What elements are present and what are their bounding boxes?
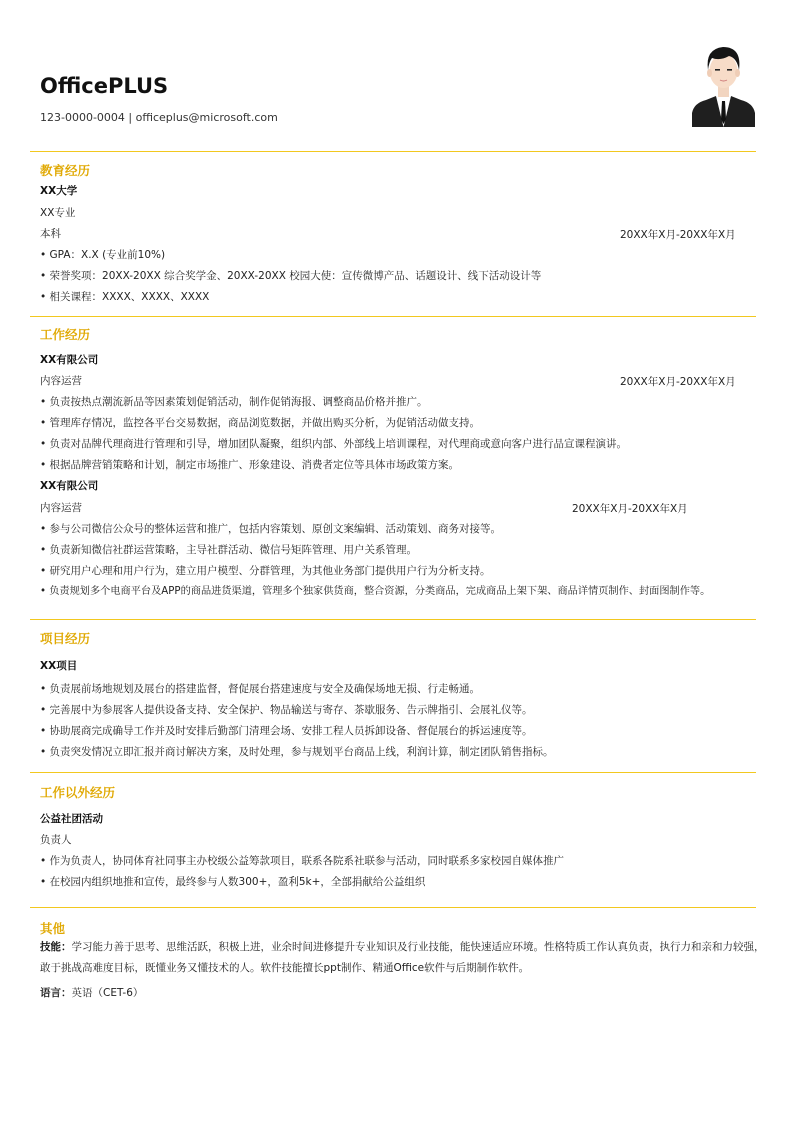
skills-paragraph — [40, 937, 765, 979]
list-item: • 在校园内组织地推和宣传，最终参与人数300+，盈利5k+，全部捐献给公益组织 — [40, 876, 426, 888]
list-item: • 管理库存情况，监控各平台交易数据，商品浏览数据，并做出购买分析，为促销活动做支持。 — [40, 417, 481, 429]
divider — [30, 316, 756, 317]
list-item: • 根据品牌营销策略和计划，制定市场推广、形象建设、消费者定位等具体市场政策方案。 — [40, 459, 460, 471]
divider — [30, 619, 756, 620]
section-title-extra: 工作以外经历 — [40, 785, 116, 800]
org-role: 负责人 — [40, 834, 72, 846]
section-title-other: 其他 — [40, 921, 66, 936]
list-item: • 完善展中为参展客人提供设备支持、安全保护、物品输送与寄存、茶歇服务、告示牌指引、会展礼仪等。 — [40, 704, 533, 716]
skills-text: 学习能力善于思考、思维活跃，积极上进，业余时间进修提升专业知识及行业技能，能快速适应环境。性格特质工作认真负责，执行力和亲和力较强，敢于挑战高难度目标，既懂业务又懂技术的人。软件技能擅长ppt制作、精通Office软件与后期制作软件。 — [40, 941, 765, 974]
resume-name: OfficePLUS — [40, 74, 169, 98]
list-item: • 负责规划多个电商平台及APP的商品进货渠道，管理多个独家供货商，整合资源，分类商品，完成商品上架下架、商品详情页制作、封面图制作等。 — [40, 586, 711, 597]
divider — [30, 151, 756, 152]
list-item: • GPA：X.X (专业前10%) — [40, 249, 166, 261]
list-item: • 负责新知微信社群运营策略，主导社群活动、微信号矩阵管理、用户关系管理。 — [40, 544, 418, 556]
job-date: 20XX年X月-20XX年X月 — [620, 376, 736, 388]
company-name: XX有限公司 — [40, 354, 99, 366]
section-title-projects: 项目经历 — [40, 631, 91, 646]
list-item: • 荣誉奖项：20XX-20XX 综合奖学金、20XX-20XX 校园大使：宣传微博产品、话题设计、线下活动设计等 — [40, 270, 542, 282]
education-date: 20XX年X月-20XX年X月 — [620, 229, 736, 241]
list-item: • 参与公司微信公众号的整体运营和推广，包括内容策划、原创文案编辑、活动策划、商务对接等。 — [40, 523, 502, 535]
section-title-education: 教育经历 — [40, 163, 91, 178]
skills-label: 技能： — [40, 941, 72, 953]
org-name: 公益社团活动 — [40, 813, 103, 825]
divider — [30, 907, 756, 908]
job-date: 20XX年X月-20XX年X月 — [572, 503, 688, 515]
company-name: XX有限公司 — [40, 480, 99, 492]
language-label: 语言： — [40, 987, 72, 999]
project-name: XX项目 — [40, 660, 78, 672]
school-name: XX大学 — [40, 185, 78, 197]
language-line — [40, 986, 143, 1000]
major: XX专业 — [40, 207, 76, 219]
list-item: • 负责展前场地规划及展台的搭建监督，督促展台搭建速度与安全及确保场地无损、行走畅通。 — [40, 683, 481, 695]
degree: 本科 — [40, 228, 61, 240]
section-title-work: 工作经历 — [40, 327, 91, 342]
list-item: • 负责对品牌代理商进行管理和引导，增加团队凝聚，组织内部、外部线上培训课程，对代理商或意向客户进行品宣课程演讲。 — [40, 438, 628, 450]
list-item: • 相关课程：XXXX、XXXX、XXXX — [40, 291, 210, 303]
job-role: 内容运营 — [40, 375, 82, 387]
divider — [30, 772, 756, 773]
language-text: 英语（CET-6） — [71, 987, 144, 999]
list-item: • 负责按热点潮流新品等因素策划促销活动，制作促销海报、调整商品价格并推广。 — [40, 396, 428, 408]
list-item: • 协助展商完成确导工作并及时安排后勤部门清理会场、安排工程人员拆卸设备、督促展台的拆运速度等。 — [40, 725, 533, 737]
list-item: • 研究用户心理和用户行为，建立用户模型、分群管理，为其他业务部门提供用户行为分析支持。 — [40, 565, 491, 577]
list-item: • 作为负责人，协同体育社同事主办校级公益筹款项目，联系各院系社联参与活动，同时联系多家校园自媒体推广 — [40, 855, 565, 867]
job-role: 内容运营 — [40, 502, 82, 514]
avatar-icon — [692, 43, 755, 127]
contact-info: 123-0000-0004 | officeplus@microsoft.com — [40, 111, 278, 124]
list-item: • 负责突发情况立即汇报并商讨解决方案，及时处理，参与规划平台商品上线，利润计算，制定团队销售指标。 — [40, 746, 554, 758]
